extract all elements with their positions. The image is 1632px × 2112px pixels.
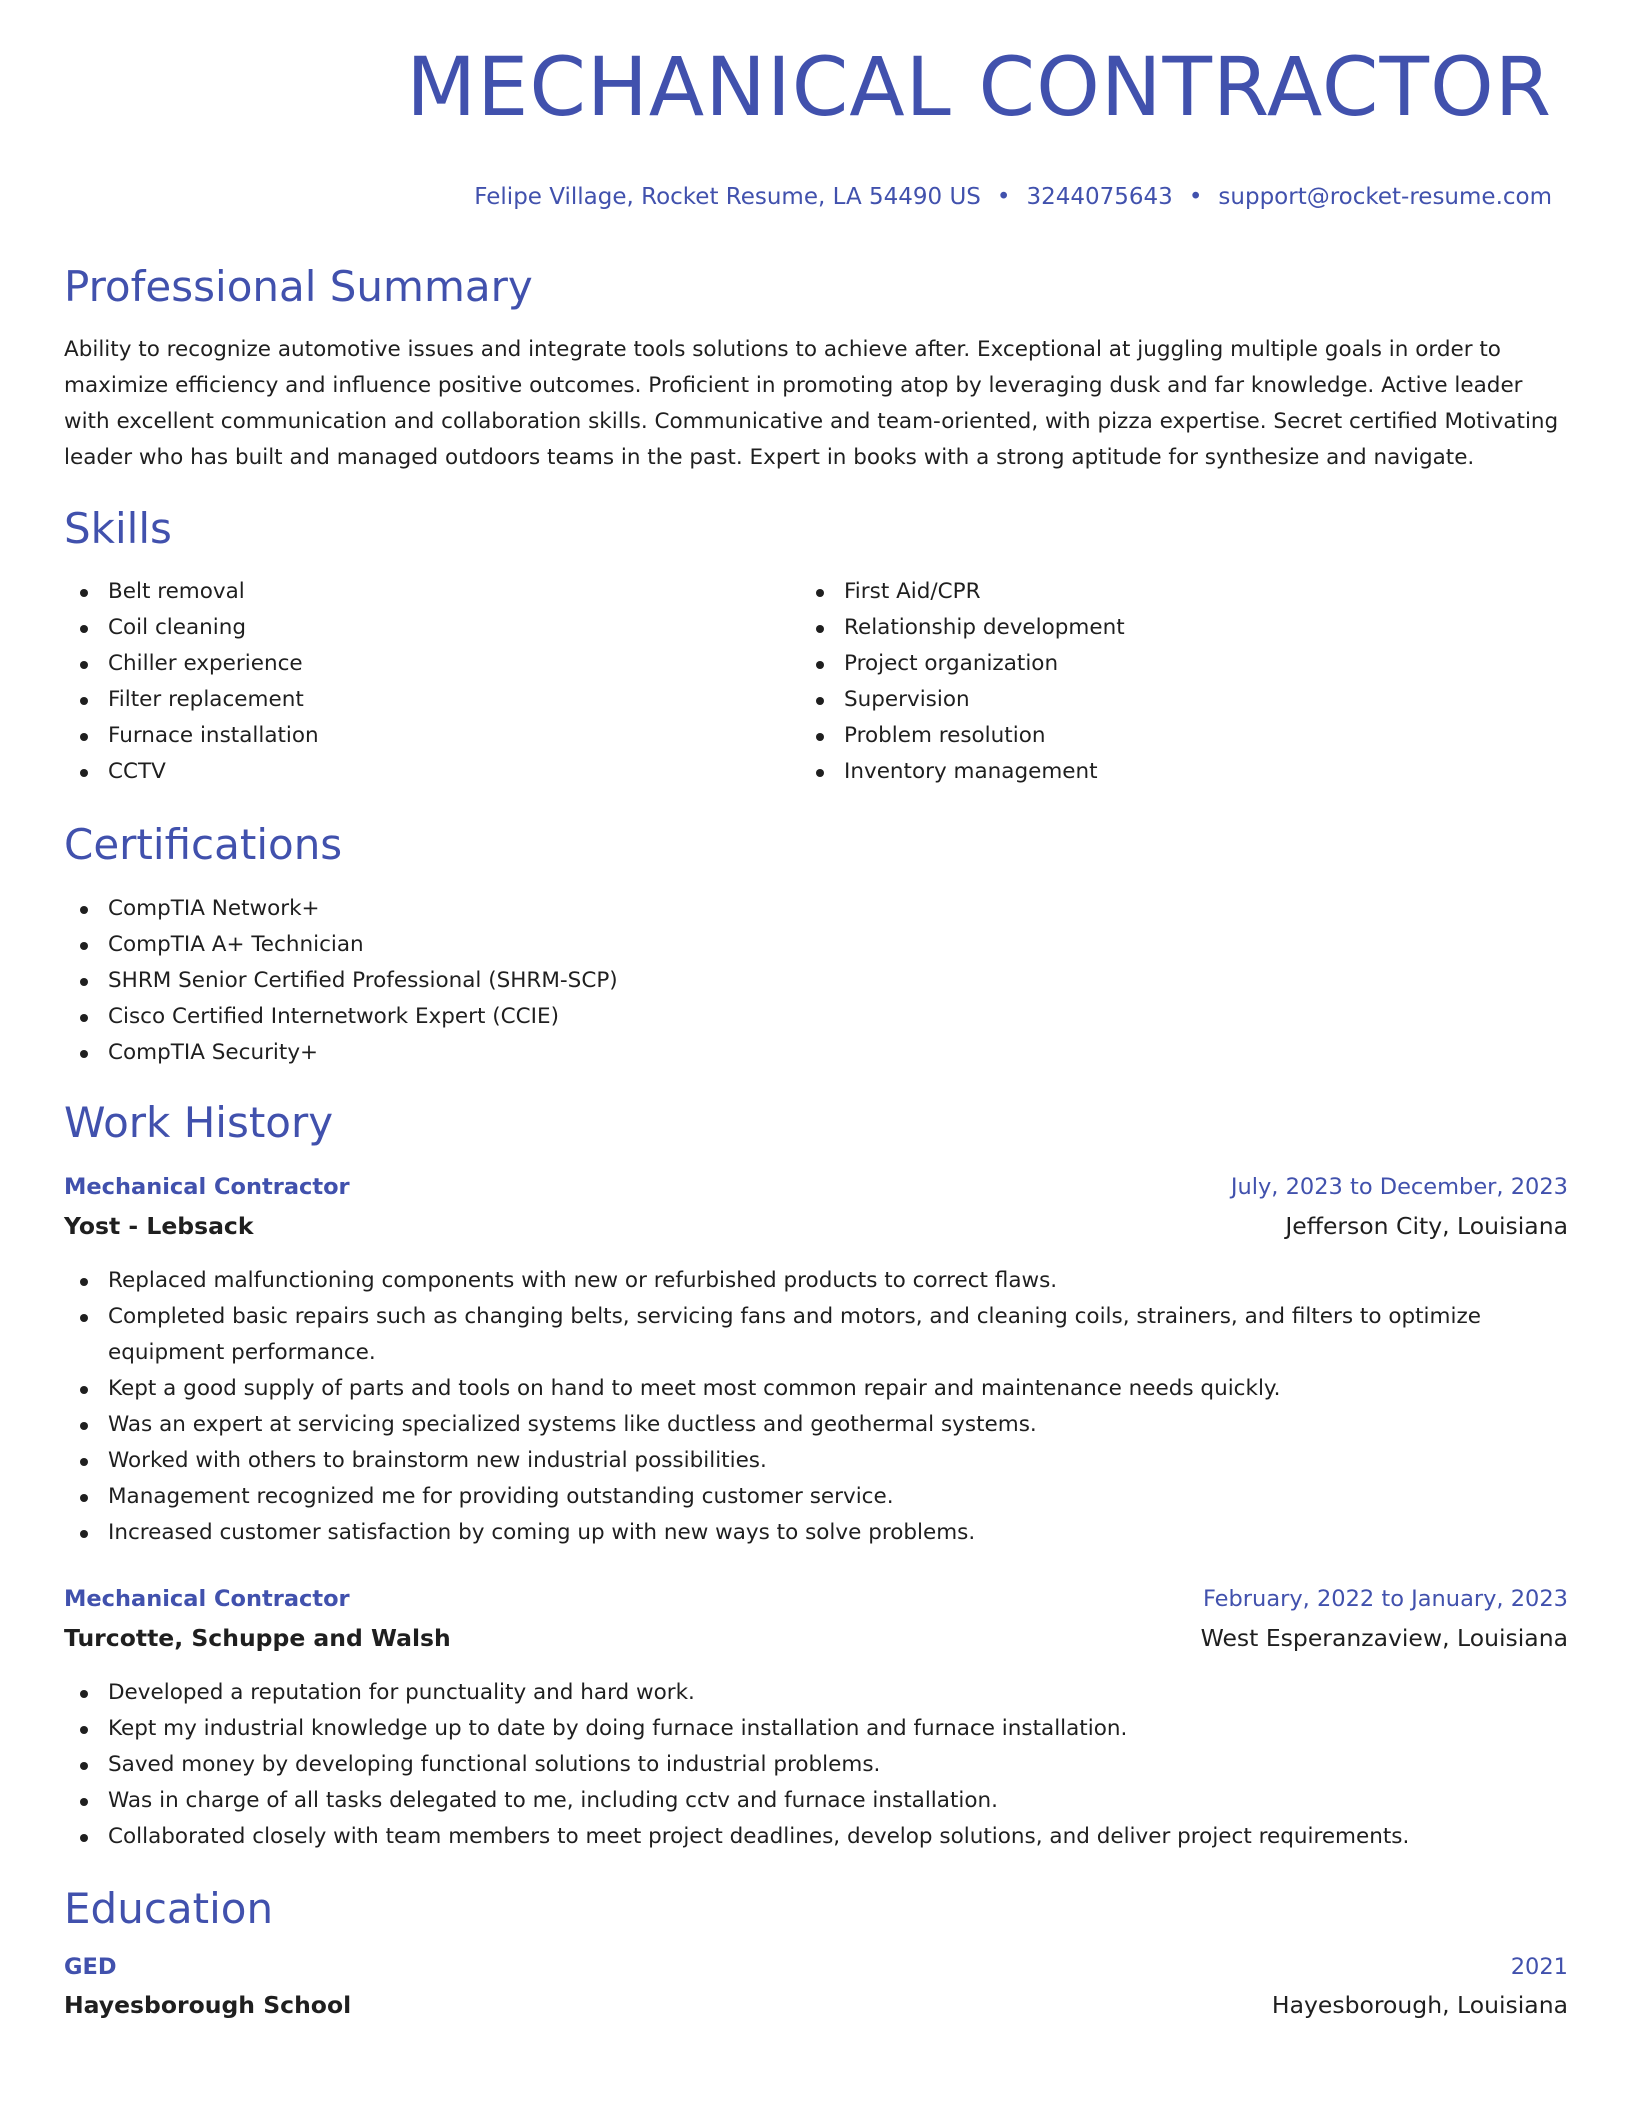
- list-item: Coil cleaning: [64, 610, 764, 646]
- job-location: West Esperanzaview, Louisiana: [1200, 1624, 1568, 1652]
- list-item: Completed basic repairs such as changing belts, servicing fans and motors, and cleaning coils, strainers, and filters to optimize equipment performance.: [64, 1299, 1568, 1371]
- education-school: Hayesborough School: [64, 1991, 352, 2019]
- list-item: Filter replacement: [64, 682, 764, 718]
- list-item: Worked with others to brainstorm new industrial possibilities.: [64, 1443, 1568, 1479]
- job-company: Yost - Lebsack: [64, 1212, 254, 1240]
- certifications-heading: Certifications: [64, 820, 343, 869]
- list-item: Developed a reputation for punctuality and hard work.: [64, 1675, 1568, 1711]
- job-employer: [64, 1209, 1568, 1243]
- list-item: Was an expert at servicing specialized systems like ductless and geothermal systems.: [64, 1407, 1568, 1443]
- list-item: Inventory management: [800, 754, 1500, 790]
- education-location: Hayesborough, Louisiana: [1271, 1991, 1568, 2019]
- list-item: CompTIA A+ Technician: [64, 927, 1264, 963]
- list-item: Replaced malfunctioning components with new or refurbished products to correct flaws.: [64, 1263, 1568, 1299]
- certifications-list: [64, 891, 1264, 1071]
- education-year: 2021: [1510, 1954, 1568, 1980]
- list-item: First Aid/CPR: [800, 574, 1500, 610]
- work-history-heading: Work History: [64, 1098, 334, 1147]
- job-header: [64, 1170, 1568, 1204]
- list-item: Management recognized me for providing outstanding customer service.: [64, 1479, 1568, 1515]
- skills-heading: Skills: [64, 504, 172, 553]
- list-item: Problem resolution: [800, 718, 1500, 754]
- list-item: Chiller experience: [64, 646, 764, 682]
- list-item: Kept my industrial knowledge up to date by doing furnace installation and furnace installation.: [64, 1711, 1568, 1747]
- job-title: Mechanical Contractor: [64, 1174, 350, 1200]
- list-item: CompTIA Network+: [64, 891, 1264, 927]
- list-item: Was in charge of all tasks delegated to me, including cctv and furnace installation.: [64, 1783, 1568, 1819]
- job-bullets: [64, 1675, 1568, 1855]
- list-item: CompTIA Security+: [64, 1035, 1264, 1071]
- job-employer: [64, 1621, 1568, 1655]
- summary-text: Ability to recognize automotive issues and integrate tools solutions to achieve after. Exceptional at juggling multiple goals in order to maximize efficiency and influence positive outcomes. Proficient in promoting atop by leveraging dusk and far knowledge. Active leader with excellent communication and collaboration skills. Communicative and team-oriented, with pizza expertise. Secret certified Motivating leader who has built and managed outdoors teams in the past. Expert in books with a strong aptitude for synthesize and navigate.: [64, 337, 1559, 470]
- list-item: Relationship development: [800, 610, 1500, 646]
- job-title: Mechanical Contractor: [64, 1586, 350, 1612]
- summary-heading: Professional Summary: [64, 262, 533, 311]
- list-item: Saved money by developing functional solutions to industrial problems.: [64, 1747, 1568, 1783]
- list-item: Belt removal: [64, 574, 764, 610]
- list-item: Kept a good supply of parts and tools on hand to meet most common repair and maintenance needs quickly.: [64, 1371, 1568, 1407]
- education-heading: Education: [64, 1884, 274, 1933]
- list-item: Cisco Certified Internetwork Expert (CCIE): [64, 999, 1264, 1035]
- education-school-row: [64, 1988, 1568, 2022]
- education-header: [64, 1950, 1568, 1984]
- job-dates: February, 2022 to January, 2023: [1202, 1586, 1568, 1612]
- skills-list-right: [800, 574, 1500, 790]
- list-item: Collaborated closely with team members to meet project deadlines, develop solutions, and deliver project requirements.: [64, 1819, 1568, 1855]
- contact-separator: •: [1188, 184, 1203, 210]
- job-bullets: [64, 1263, 1568, 1551]
- job-dates: July, 2023 to December, 2023: [1230, 1174, 1568, 1200]
- job-company: Turcotte, Schuppe and Walsh: [64, 1624, 451, 1652]
- contact-phone: 3244075643: [1026, 184, 1173, 210]
- job-header: [64, 1582, 1568, 1616]
- job-location: Jefferson City, Louisiana: [1285, 1212, 1568, 1240]
- list-item: Increased customer satisfaction by coming up with new ways to solve problems.: [64, 1515, 1568, 1551]
- contact-line: [474, 180, 1552, 214]
- list-item: Project organization: [800, 646, 1500, 682]
- contact-email[interactable]: support@rocket-resume.com: [1218, 184, 1552, 210]
- list-item: CCTV: [64, 754, 764, 790]
- list-item: SHRM Senior Certified Professional (SHRM-SCP): [64, 963, 1264, 999]
- contact-address: Felipe Village, Rocket Resume, LA 54490 US: [474, 184, 981, 210]
- resume-title: MECHANICAL CONTRACTOR: [406, 41, 1552, 135]
- skills-list-left: [64, 574, 764, 790]
- contact-separator: •: [996, 184, 1011, 210]
- education-degree: GED: [64, 1954, 117, 1980]
- list-item: Supervision: [800, 682, 1500, 718]
- list-item: Furnace installation: [64, 718, 764, 754]
